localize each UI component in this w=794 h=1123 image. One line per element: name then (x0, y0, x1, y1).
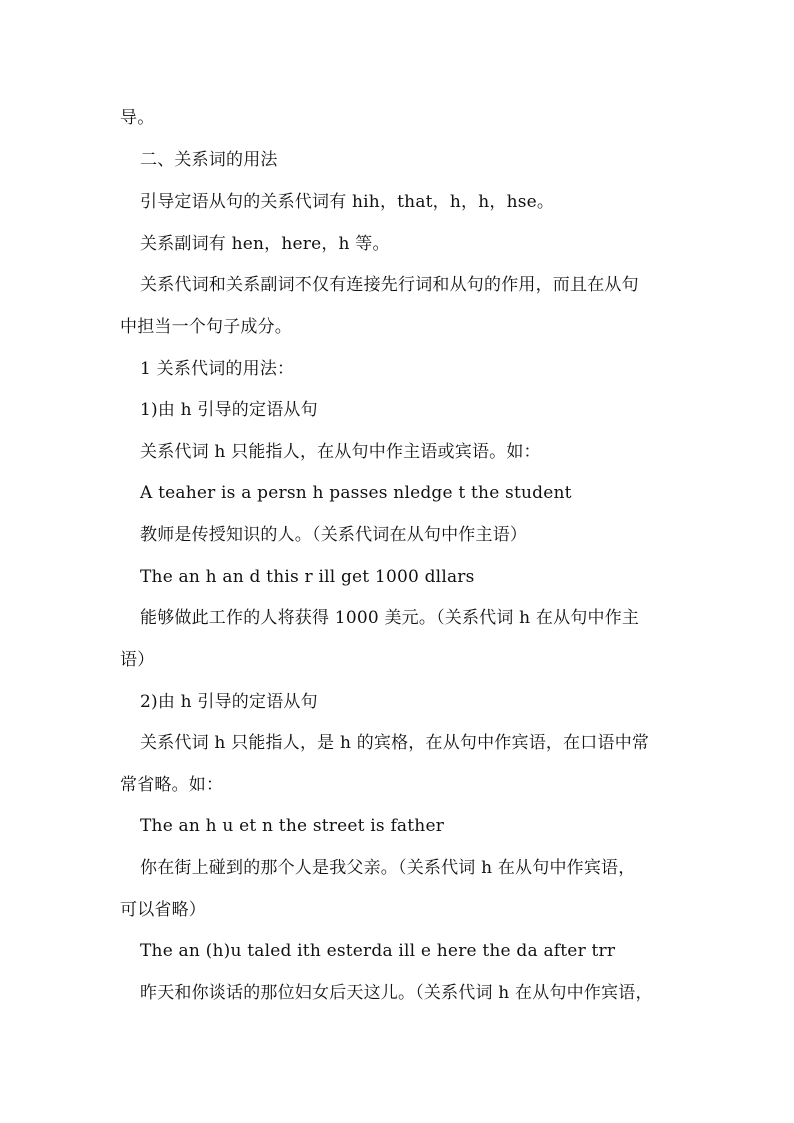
text-line: 关系代词 h 只能指人，在从句中作主语或宾语。如： (140, 442, 541, 462)
text-line: 导。 (120, 108, 155, 128)
translation-line: 昨天和你谈话的那位妇女后天这儿。（关系代词 h 在从句中作宾语， (140, 983, 653, 1003)
translation-line: 语） (120, 650, 155, 670)
translation-line: 可以省略） (120, 900, 206, 920)
example-sentence: The an (h)u taled ith esterda ill e here the da after trr (140, 941, 616, 961)
subsection-heading: 1)由 h 引导的定语从句 (140, 400, 318, 420)
translation-line: 你在街上碰到的那个人是我父亲。（关系代词 h 在从句中作宾语， (140, 858, 636, 878)
text-line: 引导定语从句的关系代词有 hih，that，h，h，hse。 (140, 192, 555, 212)
translation-line: 教师是传授知识的人。（关系代词在从句中作主语） (140, 525, 528, 545)
example-sentence: The an h u et n the street is father (140, 816, 445, 836)
example-sentence: A teaher is a persn h passes nledge t the student (140, 483, 572, 503)
text-line: 关系代词 h 只能指人，是 h 的宾格，在从句中作宾语，在口语中常 (140, 733, 650, 753)
text-line: 中担当一个句子成分。 (120, 317, 292, 337)
text-line: 常省略。如： (120, 775, 224, 795)
text-line: 关系副词有 hen，here，h 等。 (140, 234, 390, 254)
subsection-heading: 2)由 h 引导的定语从句 (140, 692, 318, 712)
example-sentence: The an h an d this r ill get 1000 dllars (140, 567, 475, 587)
section-heading: 二、关系词的用法 (140, 150, 278, 170)
translation-line: 能够做此工作的人将获得 1000 美元。（关系代词 h 在从句中作主 (140, 608, 640, 628)
text-line: 关系代词和关系副词不仅有连接先行词和从句的作用，而且在从句 (140, 275, 639, 295)
subsection-heading: 1 关系代词的用法： (140, 359, 295, 379)
